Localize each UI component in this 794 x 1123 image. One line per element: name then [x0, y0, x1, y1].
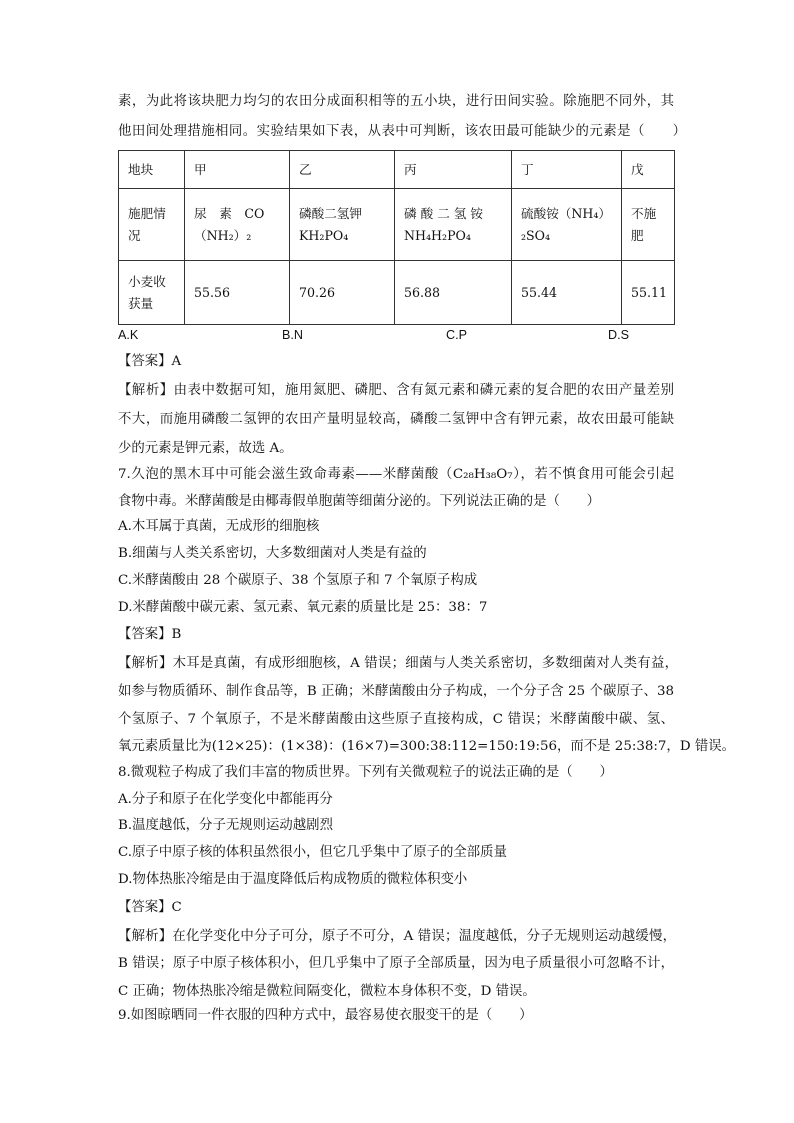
q8-option-d: D.物体热胀冷缩是由于温度降低后构成物质的微粒体积变小 [118, 872, 468, 887]
q7-analysis-line-1: 【解析】木耳是真菌，有成形细胞核，A 错误；细菌与人类关系密切，多数细菌对人类有益， [118, 656, 678, 671]
table-cell: 不施肥 [622, 189, 675, 261]
q6-option-c: C.P [446, 328, 467, 342]
q8-analysis-line-2: B 错误；原子中原子核体积小，但几乎集中了原子全部质量，因为电子质量很小可忽略不计， [118, 956, 674, 971]
q7-analysis-line-3: 个氢原子、7 个氧原子，不是米酵菌酸由这些原子直接构成，C 错误；米酵菌酸中碳、氢、 [118, 712, 674, 727]
q8-option-b: B.温度越低，分子无规则运动越剧烈 [118, 818, 333, 833]
table-cell: 55.11 [622, 261, 675, 325]
table-cell: 56.88 [395, 261, 512, 325]
q7-option-a: A.木耳属于真菌，无成形的细胞核 [118, 519, 320, 534]
q7-option-d: D.米酵菌酸中碳元素、氢元素、氧元素的质量比是 25：38：7 [118, 600, 488, 615]
table-header-cell: 戊 [622, 151, 675, 189]
q9-stem: 9.如图晾晒同一件衣服的四种方式中，最容易使衣服变干的是（ ） [118, 1008, 533, 1023]
q6-analysis-line-2: 不大，而施用磷酸二氢钾的农田产量明显较高，磷酸二氢钾中含有钾元素，故农田最可能缺 [118, 412, 674, 427]
q7-stem-line-2: 食物中毒。米酵菌酸是由椰毒假单胞菌等细菌分泌的。下列说法正确的是（ ） [118, 494, 601, 509]
q6-stem-line-1: 素，为此将该块肥力均匀的农田分成面积相等的五小块，进行田间实验。除施肥不同外，其 [118, 94, 674, 109]
table-header-row [119, 151, 675, 189]
table-cell: 磷 酸 二 氢 铵NH₄H₂PO₄ [395, 189, 512, 261]
q6-analysis-line-3: 少的元素是钾元素，故选 A。 [118, 441, 293, 456]
q7-answer: 【答案】B [118, 627, 182, 642]
table-header-cell: 乙 [290, 151, 395, 189]
q8-analysis-line-1: 【解析】在化学变化中分子可分，原子不可分，A 错误；温度越低，分子无规则运动越缓慢， [118, 929, 676, 944]
table-row-fertilizer [119, 189, 675, 261]
q8-option-c: C.原子中原子核的体积虽然很小，但它几乎集中了原子的全部质量 [118, 845, 507, 860]
q8-analysis-line-3: C 正确；物体热胀冷缩是微粒间隔变化，微粒本身体积不变，D 错误。 [118, 984, 536, 999]
q7-analysis-line-4: 氧元素质量比为(12×25)：(1×38)：(16×7)=300:38:112=150:19:56，而不是 25:38:7，D 错误。 [118, 739, 735, 754]
table-cell: 尿 素 CO（NH₂）₂ [185, 189, 290, 261]
table-row-yield [119, 261, 675, 325]
table-cell: 磷酸二氢钾KH₂PO₄ [290, 189, 395, 261]
table-cell: 55.44 [512, 261, 622, 325]
table-header-cell: 丙 [395, 151, 512, 189]
q6-stem-line-2: 他田间处理措施相同。实验结果如下表，从表中可判断，该农田最可能缺少的元素是（ ） [118, 124, 686, 139]
q6-option-a: A.K [118, 328, 139, 342]
q6-option-d: D.S [608, 328, 629, 342]
q6-options [118, 328, 678, 346]
q8-stem: 8.微观粒子构成了我们丰富的物质世界。下列有关微观粒子的说法正确的是（ ） [118, 765, 613, 780]
q6-option-b: B.N [282, 328, 303, 342]
q7-stem-line-1: 7.久泡的黑木耳中可能会滋生致命毒素——米酵菌酸（C₂₈H₃₈O₇），若不慎食用可能会引起 [118, 467, 674, 482]
q7-analysis-line-2: 如参与物质循环、制作食品等，B 正确；米酵菌酸由分子构成，一个分子含 25 个碳原子、38 [118, 684, 674, 699]
fertilizer-table [118, 150, 675, 325]
table-header-cell: 地块 [119, 151, 185, 189]
q7-option-c: C.米酵菌酸由 28 个碳原子、38 个氢原子和 7 个氧原子构成 [118, 573, 478, 588]
q8-answer: 【答案】C [118, 900, 182, 915]
table-cell: 55.56 [185, 261, 290, 325]
q6-analysis-line-1: 【解析】由表中数据可知，施用氮肥、磷肥、含有氮元素和磷元素的复合肥的农田产量差别 [118, 383, 674, 398]
table-cell: 硫酸铵（NH₄）₂SO₄ [512, 189, 622, 261]
table-cell: 70.26 [290, 261, 395, 325]
table-row-label: 小麦收获量 [119, 261, 185, 325]
q6-answer: 【答案】A [118, 354, 182, 369]
table-header-cell: 丁 [512, 151, 622, 189]
q7-option-b: B.细菌与人类关系密切，大多数细菌对人类是有益的 [118, 546, 427, 561]
table-row-label: 施肥情况 [119, 189, 185, 261]
q8-option-a: A.分子和原子在化学变化中都能再分 [118, 792, 333, 807]
table-header-cell: 甲 [185, 151, 290, 189]
